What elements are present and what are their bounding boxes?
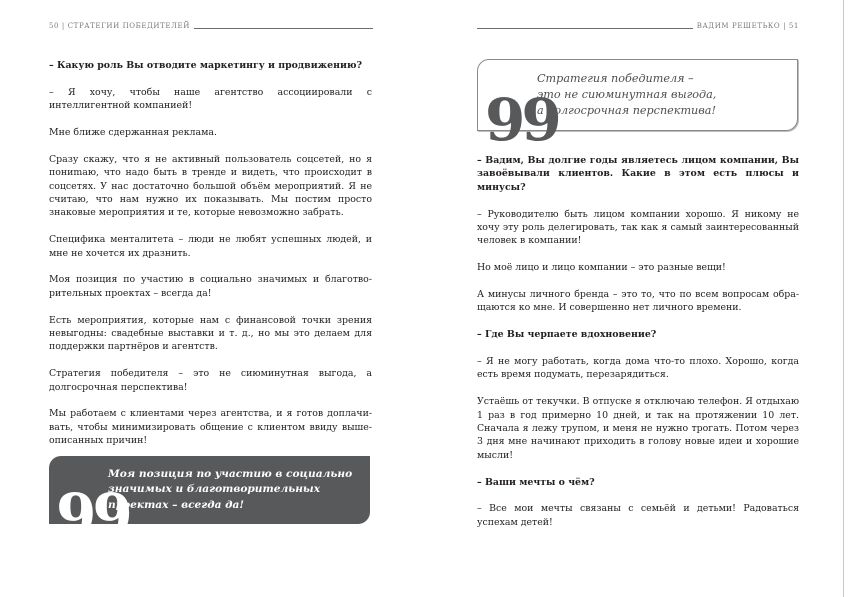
pull-quote-dark [49, 456, 370, 549]
paragraph: Но моё лицо и лицо компании – это разные вещи! [477, 262, 726, 274]
pull-quote-line: Моя позиция по участию в социально [108, 467, 353, 480]
interview-question: – Где Вы черпаете вдохновение? [477, 329, 657, 341]
page-edge-divider [843, 0, 844, 597]
paragraph: А минусы личного бренда – это то, что по всем вопросам обращаются ко мне. И совершенно нет личного времени. [477, 289, 799, 314]
pull-quote-line: это не сиюминутная выгода, [537, 88, 717, 101]
interview-question: – Какую роль Вы отводите маркетингу и продвижению? [49, 60, 363, 71]
paragraph: – Все мои мечты связаны с семьёй и детьми! Радоваться успехам детей! [477, 503, 799, 528]
pull-quote-text [104, 467, 352, 514]
pull-quote-line: значимых и благотворительных [108, 483, 321, 496]
running-head-text: ВАДИМ РЕШЕТЬКО | 51 [696, 22, 799, 30]
paragraph: Есть мероприятия, которые нам с финансовой точки зрения невыгодны: свадебные выставки и т. д., но мы это делаем для поддержки партнёров и агентств. [49, 314, 372, 353]
paragraph: – Я хочу, чтобы наше агентство ассоциировали с интеллигентной компанией! [49, 86, 372, 112]
running-head-right [477, 22, 799, 30]
paragraph: Мы работаем с клиентами через агентства, и я готов доплачивать, чтобы минимизировать общение с клиентом ввиду вышеописанных причин! [49, 408, 372, 447]
paragraph: Моя позиция по участию в социально значимых и благотворительных проектах – всегда да! [49, 274, 372, 299]
paragraph: Специфика менталитета – люди не любят успешных людей, и мне не хочется их дразнить. [49, 234, 372, 259]
running-head-text: 50 | СТРАТЕГИИ ПОБЕДИТЕЛЕЙ [49, 22, 190, 30]
header-rule [477, 28, 693, 29]
quote-mark-icon: 99 [56, 481, 129, 549]
paragraph: Мне ближе сдержанная реклама. [49, 127, 217, 138]
paragraph: – Руководителю быть лицом компании хорошо. Я никому не хочу эту роль делегировать, так как я самый заинтересованный человек в компании! [477, 208, 799, 247]
right-page [424, 0, 848, 597]
body-text-right [477, 154, 799, 543]
interview-question: – Вадим, Вы долгие годы являетесь лицом компании, Вы завоёвывали клиентов. Какие в этом есть плюсы и минусы? [477, 155, 799, 193]
pull-quote-line: а долгосрочная перспектива! [537, 104, 716, 117]
header-rule [194, 28, 373, 29]
paragraph: – Я не могу работать, когда дома что-то плохо. Хорошо, когда есть время подумать, перезарядиться. [477, 356, 799, 381]
body-text-left [49, 59, 372, 461]
paragraph: Устаёшь от текучки. В отпуске я отключаю телефон. Я отдыхаю 1 раз в год примерно 10 дней, и так на протяжении 10 лет. Сначала я лежу трупом, и меня не нужно трогать. Потом через 3 дня мне начинают приходить в голову новые идеи и хорошие мысли! [477, 396, 799, 461]
running-head-left [49, 22, 373, 30]
quote-mark-icon: 99 [485, 86, 558, 154]
pull-quote-line: проектах – всегда да! [108, 498, 245, 511]
pull-quote-text [533, 71, 716, 119]
paragraph: Сразу скажу, что я не активный пользователь соцсетей, но я пониmаю, что надо быть в тренде и видеть, что происходит в соцсетях. У нас достаточно большой объём мероприятий. Я не считаю, что нам нужно их показывать. Мы постим просто знаковые мероприятия и те, которые невозможно забрать. [49, 153, 372, 219]
paragraph: Стратегия победителя – это не сиюминутная выгода, а долгосрочная перспектива! [49, 368, 372, 393]
pull-quote-line: Стратегия победителя – [537, 72, 694, 85]
interview-question: – Ваши мечты о чём? [477, 476, 595, 488]
pull-quote-light [477, 59, 798, 154]
